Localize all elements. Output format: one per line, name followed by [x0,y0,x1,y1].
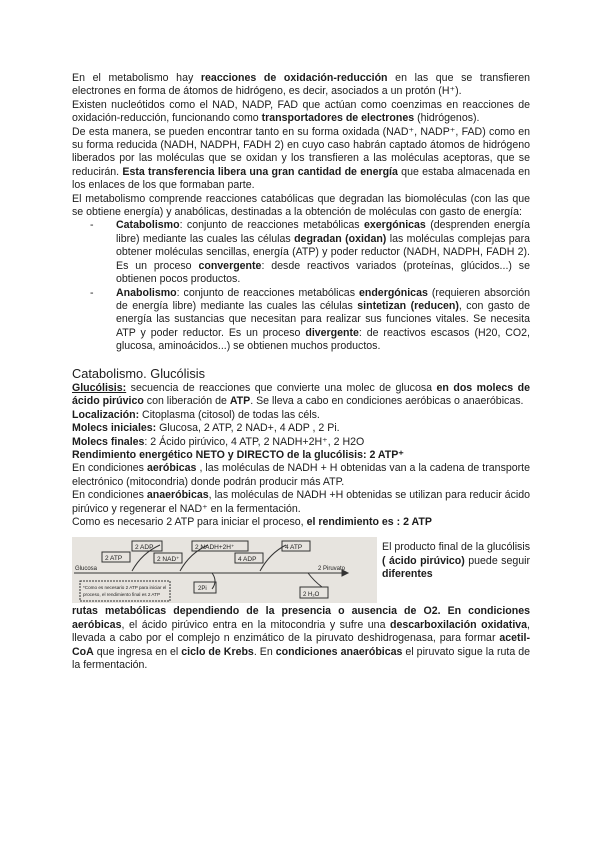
list-item-anabolismo: - Anabolismo: conjunto de reacciones metabólicas endergónicas (requieren absorción de energía libre) mediante las cuales las células sintetizan (reducen), con gasto de energía las sustancias que necesitan para realizar sus funciones vitales. Se necesita ATP y poder reductor. Es un proceso divergente: de reactivos escasos (H20, CO2, glucosa, aminoácidos...) se obtienen muchos productos. [90,287,530,354]
label-2pi: 2Pi [198,586,207,593]
label-2atp: 2 ATP [105,555,123,563]
arrow-h2o [308,573,322,587]
label-2nad: 2 NAD⁺ [157,556,180,564]
paragraph-producto-final: El producto final de la glucólisis ( ácido pirúvico) puede seguir diferentes [382,541,530,581]
paragraph-necesario: Como es necesario 2 ATP para iniciar el proceso, el rendimiento es : 2 ATP [72,516,432,528]
paragraph-redox: En el metabolismo hay reacciones de oxidación-reducción en las que se transfieren electrones en forma de átomos de hidrógeno, es decir, asociados a un protón (H⁺). [72,72,530,98]
glycolysis-diagram-svg [72,537,377,603]
glycolysis-diagram [72,537,377,603]
line-iniciales: Molecs iniciales: Glucosa, 2 ATP, 2 NAD+, 4 ADP , 2 Pi. [72,422,340,435]
paragraph-formas: De esta manera, se pueden encontrar tanto en su forma oxidada (NAD⁺, NADP⁺, FAD) como en su forma reducida (NADH, NADPH, FADH 2) en cuyo caso habrán captado átomos de hidrógeno liberados por las moléculas que se oxidan y los transfieren a las moléculas aceptoras, que se reducirán. Esta transferencia libera una gran cantidad de energía que estaba almacenada en los enlaces de los que formaban parte. [72,125,530,192]
line-finales: Molecs finales: 2 Ácido pirúvico, 4 ATP, 2 NADH+2H⁺, 2 H2O [72,435,365,448]
list-item-catabolismo: - Catabolismo: conjunto de reacciones metabólicas exergónicas (desprenden energía libre) mediante las cuales las células degradan (oxidan) las moléculas complejas para obtener moléculas sencillas, energía (ATP) y poder reductor (NADH, NADPH, FADH 2). Es un proceso convergente: desde reactivos variados (proteínas, glúcidos...) se obtienen pocos productos. [90,219,530,286]
label-2adp: 2 ADP [135,544,154,552]
paragraph-nucleotidos: Existen nucleótidos como el NAD, NADP, FAD que actúan como coenzimas en reacciones de oxidación-reducción, funcionando como transportadores de electrones (hidrógenos). [72,98,530,125]
arrow-pi [212,573,215,589]
label-2nadh: 2 NADH+2H⁺ [195,544,235,552]
label-2h2o: 2 H₂O [303,592,320,599]
paragraph-anaerobicas: En condiciones anaeróbicas, las moléculas de NADH +H obtenidas se utilizan para reducir ácido pirúvico y regenerar el NAD⁺ en la fermentación. [72,489,531,515]
note-line-1: *Como es necesario 2 ATP para iniciar el [83,585,167,591]
section-title: Catabolismo. Glucólisis [72,365,205,381]
paragraph-glucolisis: Glucólisis: secuencia de reacciones que convierte una molec de glucosa en dos molecs de ácido pirúvico con liberación de ATP. Se lleva a cabo en condiciones aeróbicas o anaeróbicas. [72,381,531,408]
paragraph-metabolismo: El metabolismo comprende reacciones catabólicas que degradan las biomoléculas (con las que se obtiene energía) y anabólicas, destinadas a la obtención de moléculas con gasto de energía: [72,192,530,219]
label-glucosa: Glucosa [75,566,98,573]
paragraph-rutas: rutas metabólicas dependiendo de la presencia o ausencia de O2. En condiciones aeróbicas, el ácido pirúvico entra en la mitocondria y sufre una descarboxilación oxidativa, llevada a cabo por el complejo n enzimático de la piruvato deshidrogenasa, para formar acetil- CoA que ingresa en el ciclo de Krebs. En condiciones anaeróbicas el piruvato sigue la ruta de la fermentación. [72,605,531,672]
figure-row [72,537,530,605]
note-box [80,581,170,601]
line-rendimiento: Rendimiento energético NETO y DIRECTO de la glucólisis: 2 ATP⁺ [72,448,404,461]
label-4atp: 4 ATP [285,544,303,552]
line-localizacion: Localización: Citoplasma (citosol) de todas las céls. [72,408,320,421]
paragraph-aerobicas: En condiciones aeróbicas , las moléculas de NADH + H obtenidas van a la cadena de transporte electrónico (mitocondria) donde podrán producir más ATP. [72,462,531,488]
document-page [72,72,530,672]
note-line-2: proceso, el rendimiento final es 2 ATP [83,592,161,598]
label-4adp: 4 ADP [238,556,257,564]
label-piruvato: 2 Piruvato [318,566,346,573]
metabolism-list [72,219,530,353]
